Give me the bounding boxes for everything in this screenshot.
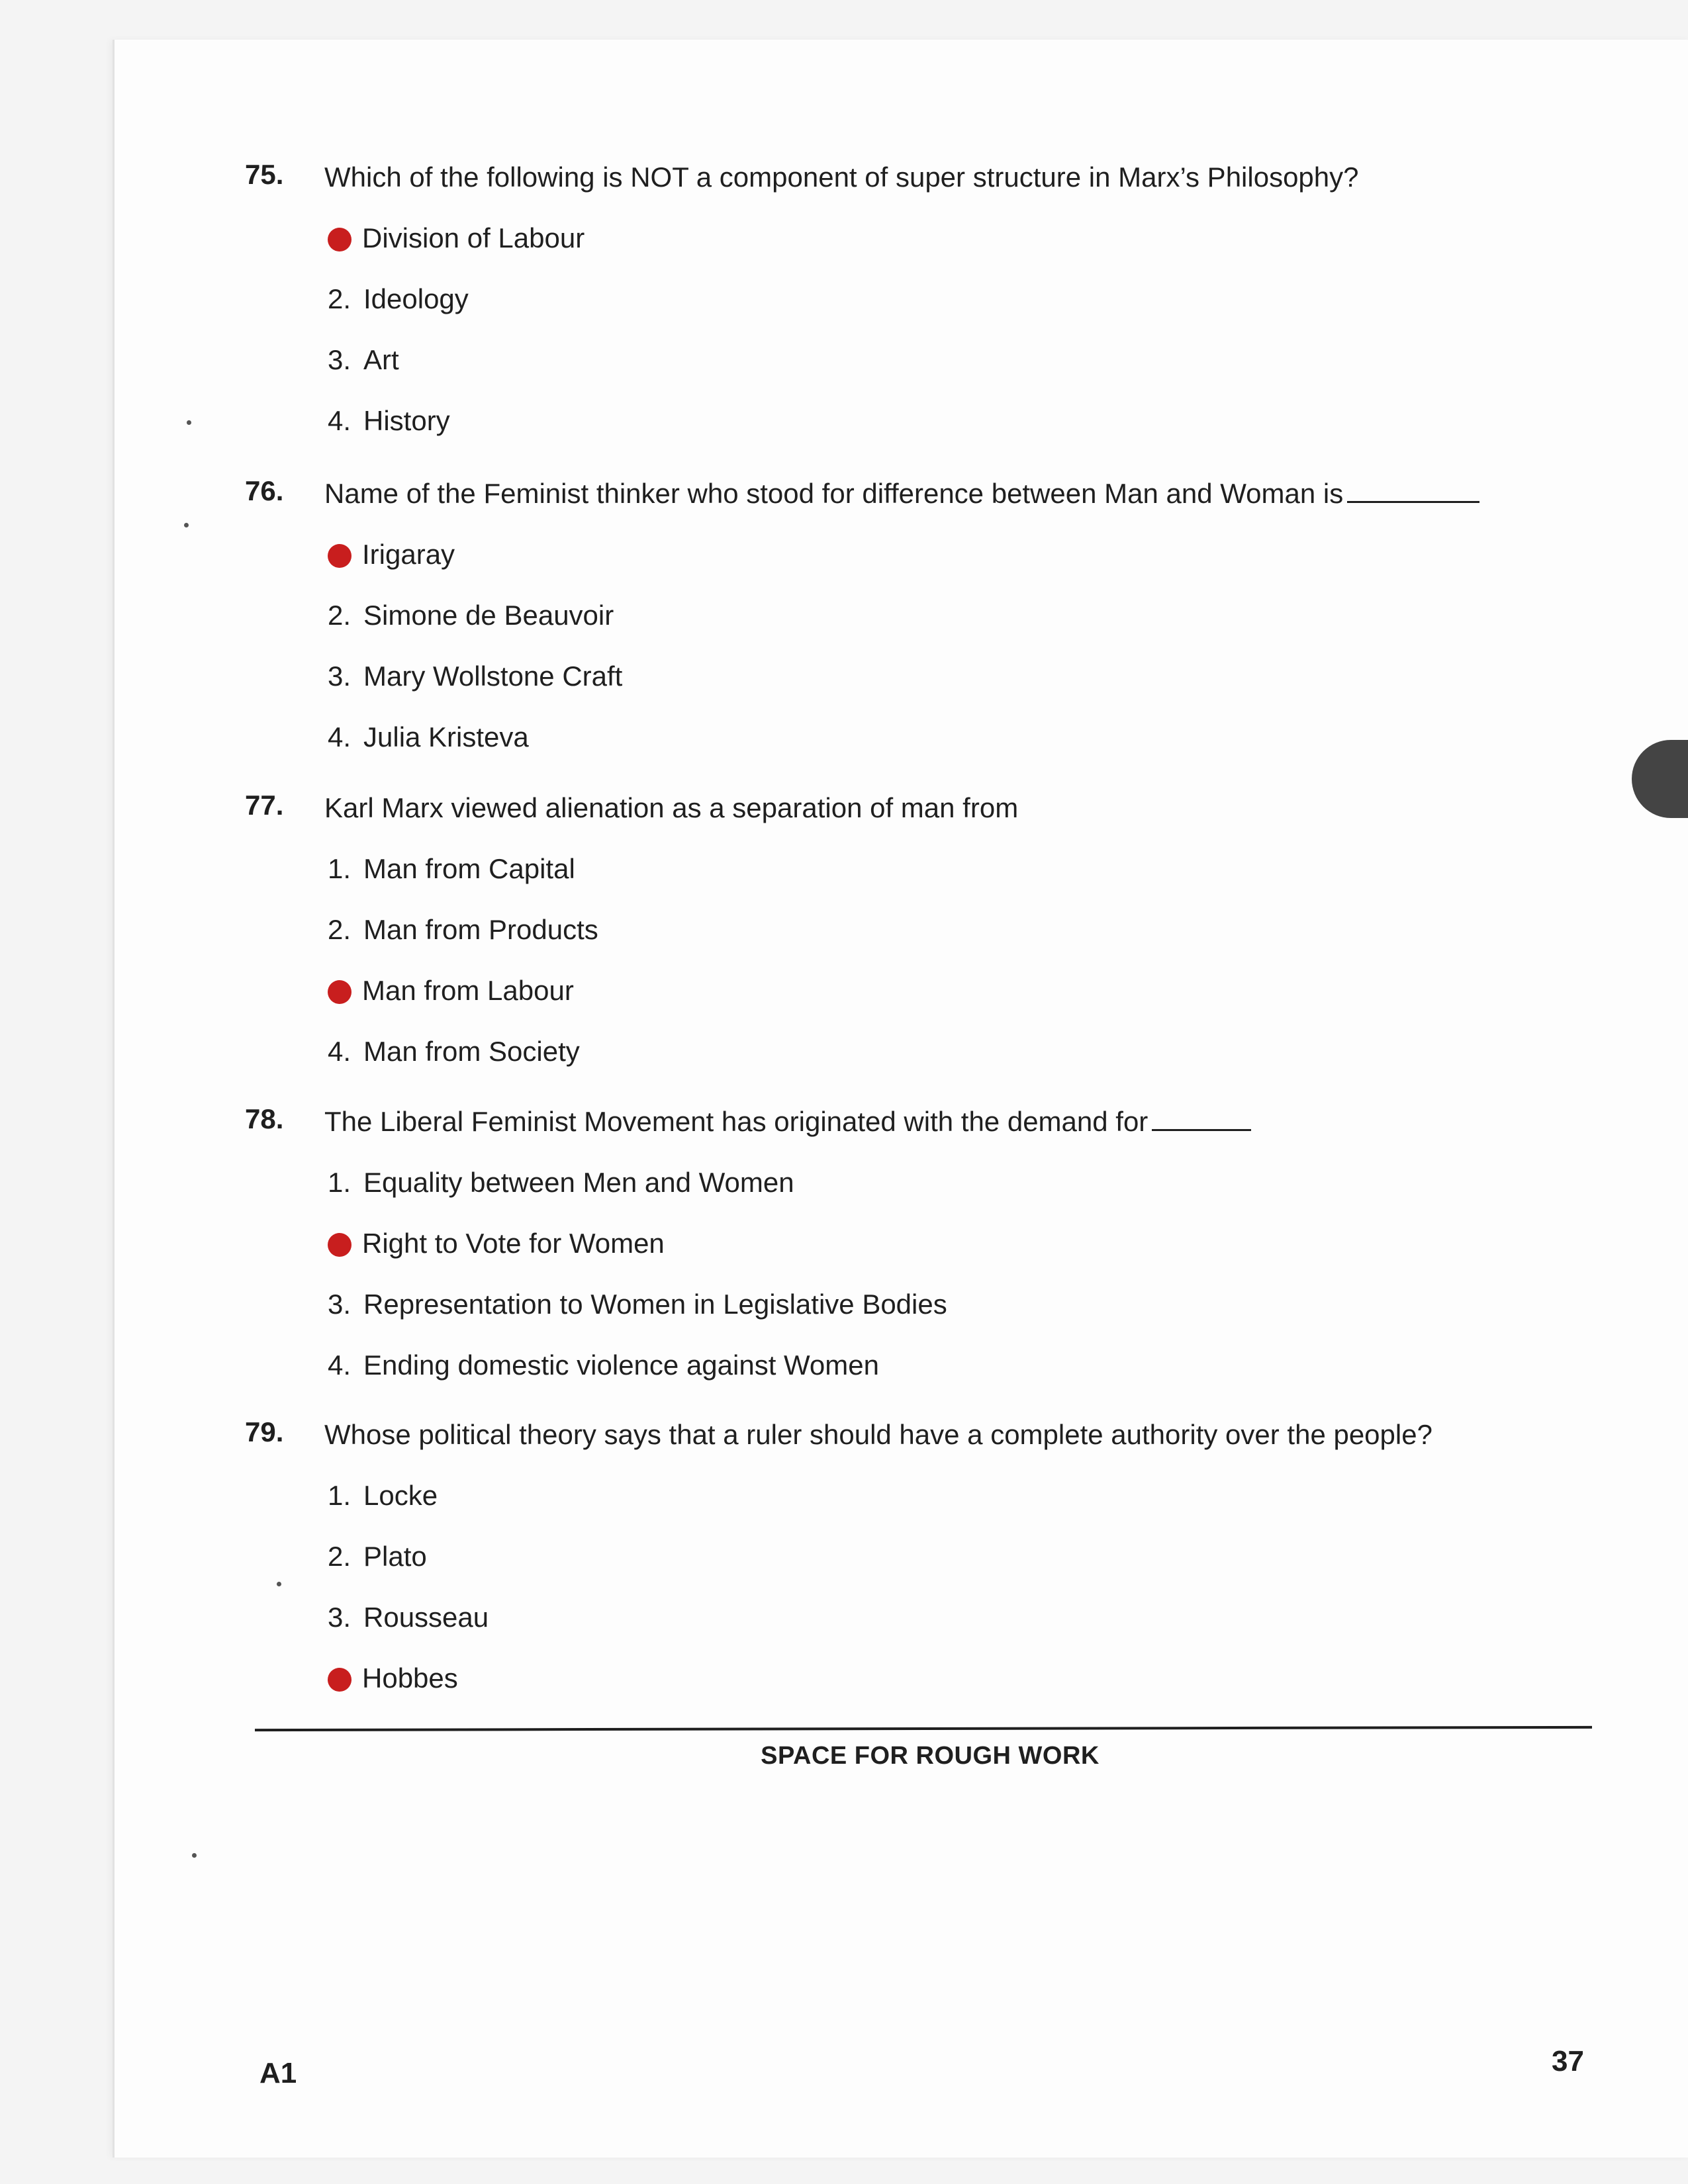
option-number: 3. [328, 344, 352, 375]
option-list [328, 850, 598, 1094]
question-text [324, 475, 1595, 512]
question-75 [245, 159, 1602, 436]
answer-mark-dot [328, 1668, 352, 1692]
option-number: 3. [328, 1289, 352, 1320]
question-text-content: Karl Marx viewed alienation as a separation of man from [324, 792, 1019, 823]
option-1 [328, 1164, 947, 1225]
question-text-content: Whose political theory says that a ruler should have a complete authority over the people? [324, 1419, 1432, 1450]
option-number: 1. [328, 1480, 352, 1511]
question-text [324, 159, 1595, 196]
option-4 [328, 402, 585, 463]
option-label: Plato [363, 1541, 427, 1572]
option-label: Right to Vote for Women [362, 1228, 665, 1259]
question-76 [245, 475, 1602, 752]
question-number: 78. [245, 1103, 284, 1134]
option-list [328, 536, 622, 780]
question-header [245, 159, 1602, 205]
option-1 [328, 536, 622, 597]
option-number: 4. [328, 721, 352, 752]
booklet-code: A1 [259, 2057, 297, 2089]
question-number: 79. [245, 1416, 284, 1447]
option-number: 1. [328, 1167, 352, 1198]
scan-speck [187, 420, 191, 425]
option-label: Division of Labour [362, 222, 585, 253]
question-text-content: Which of the following is NOT a component of super structure in Marx’s Philosophy? [324, 161, 1359, 193]
option-number: 2. [328, 1541, 352, 1572]
option-4 [328, 1347, 947, 1408]
scan-speck [192, 1853, 197, 1858]
question-text [324, 1416, 1595, 1453]
option-label: Ending domestic violence against Women [363, 1349, 879, 1381]
option-label: Art [363, 344, 399, 375]
question-number: 75. [245, 159, 284, 190]
option-label: Equality between Men and Women [363, 1167, 794, 1198]
option-label: Hobbes [362, 1662, 458, 1694]
option-label: Julia Kristeva [363, 721, 529, 752]
question-text-content: Name of the Feminist thinker who stood for difference between Man and Woman is [324, 478, 1344, 509]
option-number: 1. [328, 853, 352, 884]
question-77 [245, 790, 1602, 1067]
question-number: 77. [245, 790, 284, 821]
option-3 [328, 341, 585, 402]
option-label: Man from Society [363, 1036, 580, 1067]
option-number: 2. [328, 600, 352, 631]
option-label: Man from Capital [363, 853, 575, 884]
option-2 [328, 597, 622, 658]
question-text-content: The Liberal Feminist Movement has originated with the demand for [324, 1106, 1149, 1137]
answer-blank [1347, 501, 1479, 503]
option-number: 2. [328, 914, 352, 945]
question-number: 76. [245, 475, 284, 506]
question-79 [245, 1416, 1602, 1694]
scan-speck [184, 523, 189, 527]
option-4 [328, 1033, 598, 1094]
option-2 [328, 1225, 947, 1286]
option-3 [328, 1286, 947, 1347]
option-label: Representation to Women in Legislative Bodies [363, 1289, 947, 1320]
option-2 [328, 1538, 489, 1599]
answer-mark-dot [328, 1233, 352, 1257]
question-header [245, 1103, 1602, 1150]
answer-blank [1152, 1129, 1251, 1131]
option-list [328, 1164, 947, 1408]
answer-mark-dot [328, 228, 352, 251]
question-header [245, 790, 1602, 836]
question-text [324, 1103, 1595, 1140]
answer-mark-dot [328, 544, 352, 568]
answer-mark-dot [328, 980, 352, 1004]
option-number: 4. [328, 1036, 352, 1067]
option-2 [328, 911, 598, 972]
option-label: Ideology [363, 283, 469, 314]
option-number: 4. [328, 1349, 352, 1381]
option-number: 3. [328, 1602, 352, 1633]
question-text [324, 790, 1595, 827]
question-header [245, 1416, 1602, 1463]
option-label: Rousseau [363, 1602, 489, 1633]
option-label: History [363, 405, 450, 436]
option-3 [328, 1599, 489, 1660]
question-header [245, 475, 1602, 522]
option-list [328, 1477, 489, 1721]
option-2 [328, 281, 585, 341]
option-4 [328, 1660, 489, 1721]
page-number: 37 [1552, 2045, 1584, 2077]
option-label: Locke [363, 1480, 438, 1511]
option-label: Simone de Beauvoir [363, 600, 614, 631]
option-label: Irigaray [362, 539, 455, 570]
option-4 [328, 719, 622, 780]
option-1 [328, 1477, 489, 1538]
option-number: 3. [328, 660, 352, 692]
option-1 [328, 850, 598, 911]
rough-work-label: SPACE FOR ROUGH WORK [761, 1742, 1100, 1770]
question-78 [245, 1103, 1602, 1381]
option-number: 2. [328, 283, 352, 314]
option-list [328, 220, 585, 463]
option-number: 4. [328, 405, 352, 436]
scan-speck [277, 1582, 281, 1586]
option-3 [328, 972, 598, 1033]
option-label: Mary Wollstone Craft [363, 660, 623, 692]
option-label: Man from Labour [362, 975, 574, 1006]
option-1 [328, 220, 585, 281]
option-label: Man from Products [363, 914, 598, 945]
option-3 [328, 658, 622, 719]
